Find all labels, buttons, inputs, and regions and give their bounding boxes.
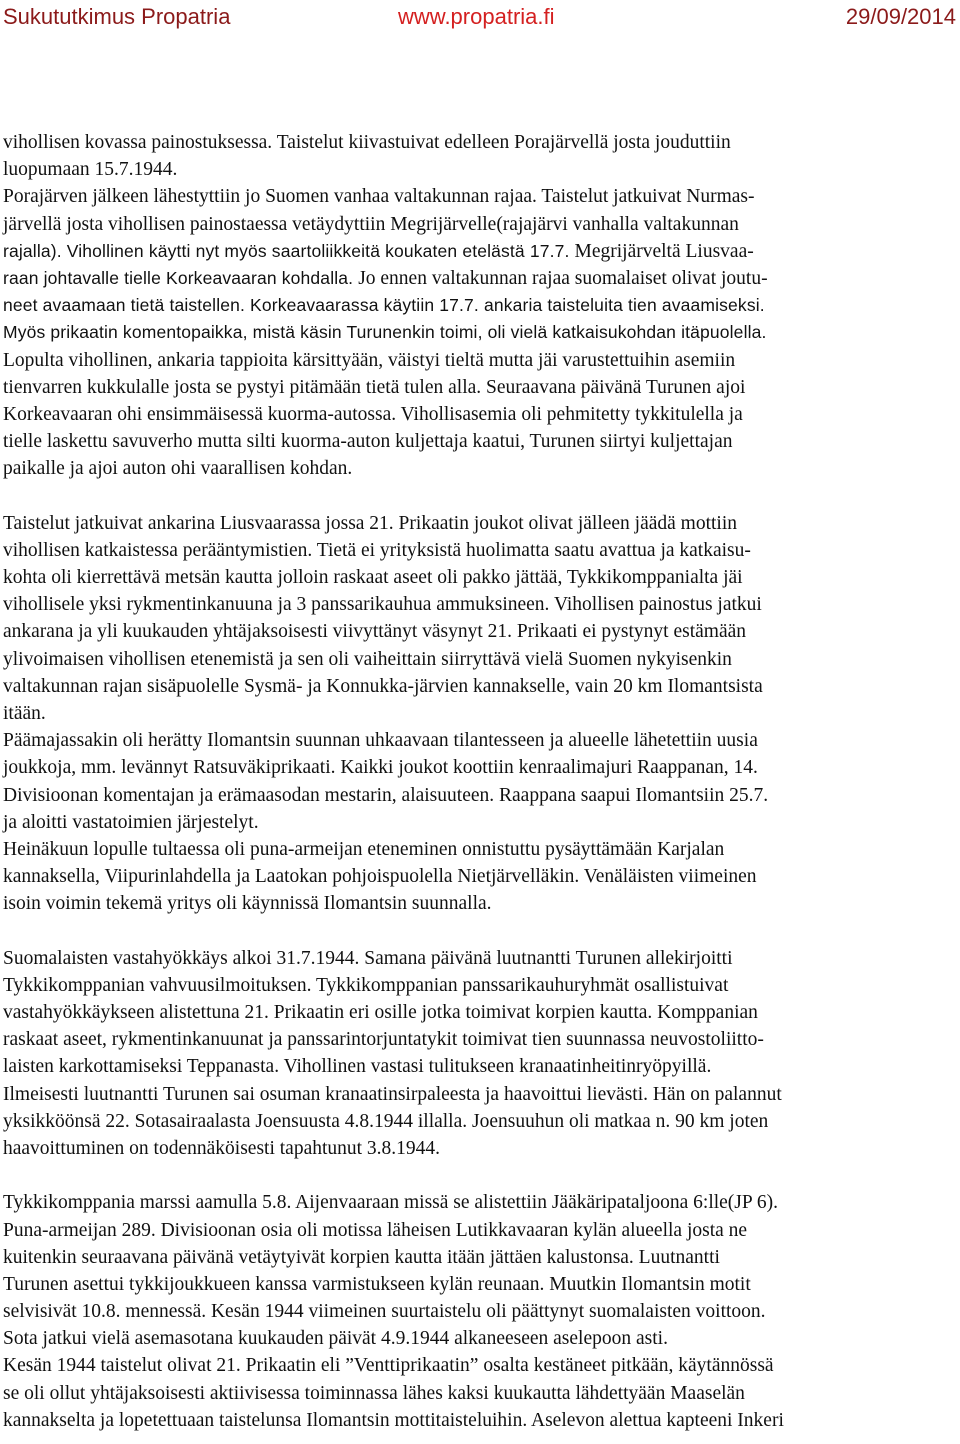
text-segment: Korkeavaaran ohi ensimmäisessä kuorma-autossa. Vihollisasemia oli pehmitetty tykkitulella ja: [3, 403, 743, 425]
text-segment: raskaat aseet, rykmentinkanuunat ja panssarintorjuntatykit toimivat tien suunnassa neuvostoliitto-: [3, 1029, 764, 1051]
text-segment: Divisioonan komentajan ja erämaasodan mestarin, alaisuuteen. Raappana saapui Ilomantsiin 25.7.: [3, 784, 769, 806]
text-segment: haavoittuminen on todennäköisesti tapahtunut 3.8.1944.: [3, 1137, 441, 1159]
text-segment: valtakunnan rajan sisäpuolelle Sysmä- ja Konnukka-järvien kannakselle, vain 20 km Ilomantsista: [3, 675, 763, 697]
text-line: [3, 1244, 958, 1271]
text-segment: Myös prikaatin komentopaikka, mistä käsin Turunenkin toimi, oli vielä katkaisukohdan itäpuolella.: [3, 322, 767, 343]
text-line: [3, 591, 958, 618]
text-line: [3, 238, 958, 265]
text-segment: Porajärven jälkeen lähestyttiin jo Suomen vanhaa valtakunnan rajaa. Taistelut jatkuivat Nurmas-: [3, 186, 755, 208]
text-line: [3, 156, 958, 183]
text-segment: vihollisen katkaistessa perääntymistien. Tietä ei yrityksistä huolimatta saatu avattua ja katkaisu-: [3, 539, 751, 561]
text-line: [3, 1271, 958, 1298]
text-segment: ylivoimaisen vihollisen etenemistä ja sen oli vaiheittain siirryttävä vielä Suomen nykyisenkin: [3, 648, 732, 670]
text-segment: neet avaamaan tietä taistellen. Korkeavaarassa käytiin 17.7. ankaria taisteluita tien avaamiseksi.: [3, 295, 765, 316]
text-segment: selvisivät 10.8. mennessä. Kesän 1944 viimeinen suurtaistelu oli päättynyt suomalaisten voittoon.: [3, 1301, 766, 1323]
text-line: [3, 999, 958, 1026]
text-line: [3, 1026, 958, 1053]
text-segment: joukkoja, mm. levännyt Ratsuväkiprikaati. Kaikki joukot koottiin kenraalimajuri Raappanan, 14.: [3, 757, 758, 779]
text-segment: isoin voimin tekemä yritys oli käynnissä Ilomantsin suunnalla.: [3, 893, 492, 915]
text-line: [3, 510, 958, 537]
text-line: [3, 537, 958, 564]
text-segment: itään.: [3, 702, 46, 724]
text-segment: vastahyökkäykseen alistettuna 21. Prikaatin eri osille jotka toimivat korpien kautta. Komppanian: [3, 1002, 758, 1023]
text-line: [3, 646, 958, 673]
text-line: [3, 863, 958, 890]
text-line: [3, 1352, 958, 1379]
text-line: [3, 401, 958, 428]
text-line: [3, 754, 958, 781]
text-line: [3, 374, 958, 401]
text-line: [3, 1053, 958, 1080]
text-segment: Ilmeisesti luutnantti Turunen sai osuman kranaatinsirpaleesta ja haavoittui lievästi. Hän on palannut: [3, 1083, 782, 1105]
page-date: 29/09/2014: [845, 4, 956, 29]
text-segment: yksikköönsä 22. Sotasairaalasta Joensuusta 4.8.1944 illalla. Joensuuhun oli matkaa n. 90 km joten: [3, 1110, 769, 1132]
text-segment: ja aloitti vastatoimien järjestelyt.: [3, 811, 259, 833]
text-segment: luopumaan 15.7.1944.: [3, 159, 178, 181]
text-segment: Kesän 1944 taistelut olivat 21. Prikaatin eli ”Venttiprikaatin” osalta kestäneet pitkään, käytännössä: [3, 1355, 774, 1377]
page-header: [0, 4, 960, 34]
text-line: [3, 782, 958, 809]
text-segment: laisten karkottamiseksi Teppanasta. Vihollinen vastasi tulitukseen kranaatinheitinryöpyillä.: [3, 1056, 712, 1078]
text-segment: Tykkikomppania marssi aamulla 5.8. Aijenvaaraan missä se alistettiin Jääkäripataljoona 6:lle(JP 6).: [3, 1192, 779, 1214]
text-line: [3, 129, 958, 156]
text-line: [3, 945, 958, 972]
text-segment: kuitenkin seuraavana päivänä vetäytyivät korpien kautta itään jättäen kalustonsa. Luutnantti: [3, 1246, 720, 1268]
text-line: [3, 292, 958, 319]
text-segment: vihollisele yksi rykmentinkanuuna ja 3 panssarikauhua ammuksineen. Vihollisen painostus jatkui: [3, 594, 762, 616]
text-segment: kannakselta ja lopetettuaan taistelunsa Ilomantsin mottitaisteluihin. Aselevon alettua kapteeni Inkeri: [3, 1409, 784, 1431]
text-segment: kohta oli kierrettävä metsän kautta jolloin raskaat aseet oli pakko jättää, Tykkikomppanialta jäi: [3, 567, 743, 588]
text-segment: vihollisen kovassa painostuksessa. Taistelut kiivastuivat edelleen Porajärvellä josta jouduttiin: [3, 132, 731, 153]
text-line: [3, 319, 958, 346]
site-name: Sukututkimus Propatria: [3, 4, 231, 29]
text-line: [3, 972, 958, 999]
text-line: [3, 890, 958, 917]
text-segment: järvellä josta vihollisen painostaessa vetäydyttiin Megrijärvelle(rajajärvi vanhalla valtakunnan: [3, 213, 739, 235]
text-segment: tielle laskettu savuverho mutta silti kuorma-auton kuljettaja kaatui, Turunen siirtyi kuljettajan: [3, 431, 733, 453]
text-line: [3, 1407, 958, 1434]
text-line: [3, 1189, 958, 1216]
text-segment: Jo ennen valtakunnan rajaa suomalaiset olivat joutu-: [358, 267, 768, 289]
text-line: [3, 700, 958, 727]
text-line: [3, 1081, 958, 1108]
text-line: [3, 564, 958, 591]
text-line: [3, 211, 958, 238]
text-segment: Puna-armeijan 289. Divisioonan osia oli motissa läheisen Lutikkavaaran kylän alueella josta ne: [3, 1219, 748, 1241]
text-segment: tienvarren kukkulalle josta se pystyi pitämään tietä tulen alla. Seuraavana päivänä Turunen ajoi: [3, 376, 746, 398]
text-line: [3, 618, 958, 645]
text-segment: ankarana ja yli kuukauden yhtäjaksoisesti viivyttänyt väsynyt 21. Prikaati ei pystynyt estämään: [3, 621, 746, 643]
text-segment: Taistelut jatkuivat ankarina Liusvaarassa jossa 21. Prikaatin joukot olivat jälleen jäädä mottiin: [3, 512, 738, 534]
text-line: [3, 183, 958, 210]
text-line: [3, 836, 958, 863]
text-line: [3, 1380, 958, 1407]
text-segment: Suomalaisten vastahyökkäys alkoi 31.7.1944. Samana päivänä luutnantti Turunen allekirjoitti: [3, 947, 733, 969]
text-segment: Heinäkuun lopulle tultaessa oli puna-armeijan eteneminen onnistuttu pysäyttämään Karjalan: [3, 838, 725, 860]
text-line: [3, 1108, 958, 1135]
paragraph-gap: [3, 917, 958, 944]
paragraph-gap: [3, 482, 958, 509]
text-line: [3, 1135, 958, 1162]
text-line: [3, 809, 958, 836]
text-segment: Megrijärveltä Liusvaa-: [574, 240, 754, 262]
text-segment: Tykkikomppanian vahvuusilmoituksen. Tykkikomppanian panssarikauhuryhmät osallistuivat: [3, 974, 729, 996]
text-line: [3, 455, 958, 482]
text-segment: se oli ollut yhtäjaksoisesti aktiivisessa toiminnassa lähes kaksi kuukautta lähdettyään Maaselän: [3, 1382, 745, 1404]
text-line: [3, 1325, 958, 1352]
text-segment: Sota jatkui vielä asemasotana kuukauden päivät 4.9.1944 alkaneeseen aselepoon asti.: [3, 1328, 668, 1350]
document-body: [3, 129, 958, 1434]
text-segment: Turunen asettui tykkijoukkueen kanssa varmistukseen kylän reunaan. Muutkin Ilomantsin motit: [3, 1273, 751, 1295]
text-segment: Päämajassakin oli herätty Ilomantsin suunnan uhkaavaan tilantesseen ja alueelle lähetettiin uusia: [3, 730, 758, 752]
text-line: [3, 428, 958, 455]
text-line: [3, 1298, 958, 1325]
text-line: [3, 265, 958, 292]
text-segment: rajalla). Vihollinen käytti nyt myös saartoliikkeitä koukaten etelästä 17.7.: [3, 240, 575, 261]
text-segment: kannaksella, Viipurinlahdella ja Laatokan pohjoispuolella Nietjärvelläkin. Venäläisten viimeinen: [3, 866, 757, 888]
text-segment: paikalle ja ajoi auton ohi vaarallisen kohdan.: [3, 458, 353, 480]
text-segment: raan johtavalle tielle Korkeavaaran kohdalla.: [3, 267, 359, 288]
text-line: [3, 727, 958, 754]
site-url-link[interactable]: www.propatria.fi: [398, 4, 555, 29]
text-segment: Lopulta vihollinen, ankaria tappioita kärsittyään, väistyi tieltä mutta jäi varustettuihin asemiin: [3, 349, 736, 371]
text-line: [3, 1217, 958, 1244]
paragraph-gap: [3, 1162, 958, 1189]
text-line: [3, 347, 958, 374]
text-line: [3, 673, 958, 700]
